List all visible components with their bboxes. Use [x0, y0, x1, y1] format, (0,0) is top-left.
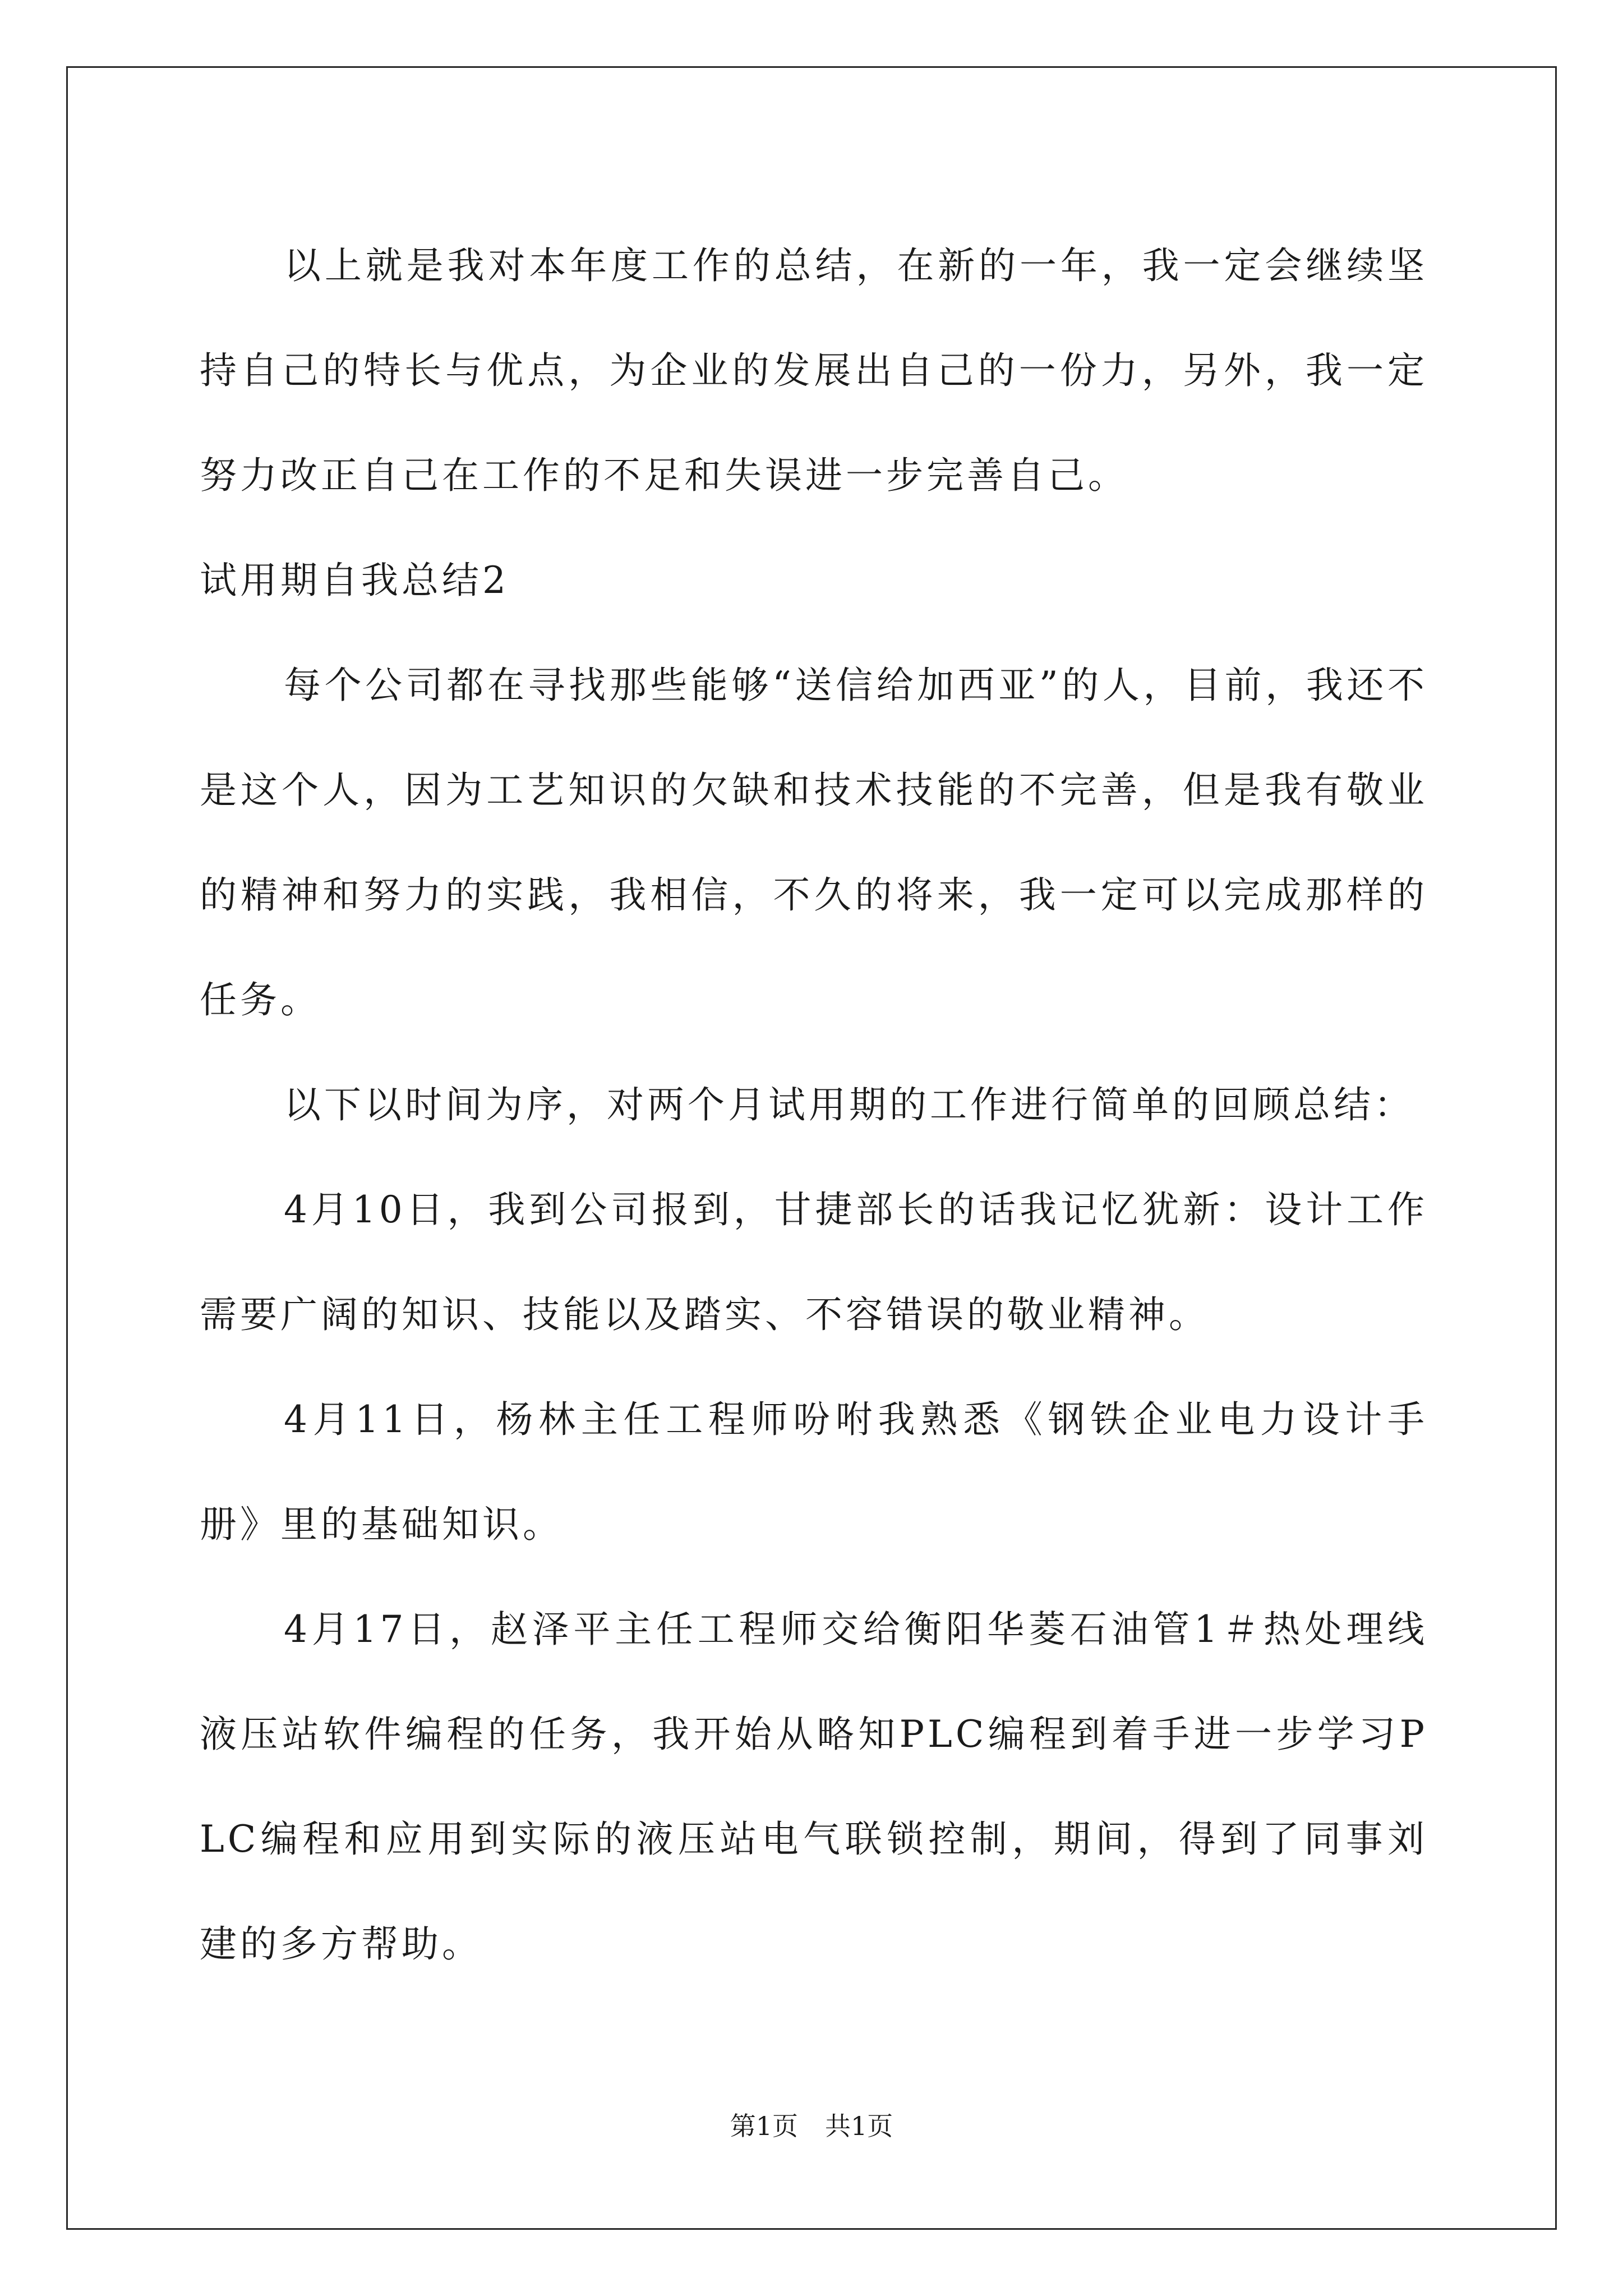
- paragraph-summary-closing: 以上就是我对本年度工作的总结，在新的一年，我一定会继续坚持自己的特长与优点，为企业的发展出自己的一份力，另外，我一定努力改正自己在工作的不足和失误进一步完善自己。: [200, 244, 1428, 497]
- page-total: 共1页: [825, 2111, 893, 2141]
- paragraph-april-11: 4月11日，杨林主任工程师吩咐我熟悉《钢铁企业电力设计手册》里的基础知识。: [200, 1398, 1428, 1546]
- section-heading: 试用期自我总结2: [200, 559, 509, 602]
- page-number: 第1页: [730, 2111, 798, 2141]
- paragraph-review-lead: 以下以时间为序，对两个月试用期的工作进行简单的回顾总结：: [284, 1083, 1414, 1126]
- document-body: [200, 213, 1428, 1996]
- paragraph-april-10: 4月10日，我到公司报到，甘捷部长的话我记忆犹新：设计工作需要广阔的知识、技能以及踏实、不容错误的敬业精神。: [200, 1188, 1428, 1336]
- page-footer: [0, 2109, 1623, 2143]
- paragraph-april-17: 4月17日，赵泽平主任工程师交给衡阳华菱石油管1＃热处理线液压站软件编程的任务，我开始从略知PLC编程到着手进一步学习PLC编程和应用到实际的液压站电气联锁控制，期间，得到了同事刘建的多方帮助。: [200, 1608, 1428, 1966]
- paragraph-intro: 每个公司都在寻找那些能够“送信给加西亚”的人，目前，我还不是这个人，因为工艺知识的欠缺和技术技能的不完善，但是我有敬业的精神和努力的实践，我相信，不久的将来，我一定可以完成那样的任务。: [200, 664, 1428, 1022]
